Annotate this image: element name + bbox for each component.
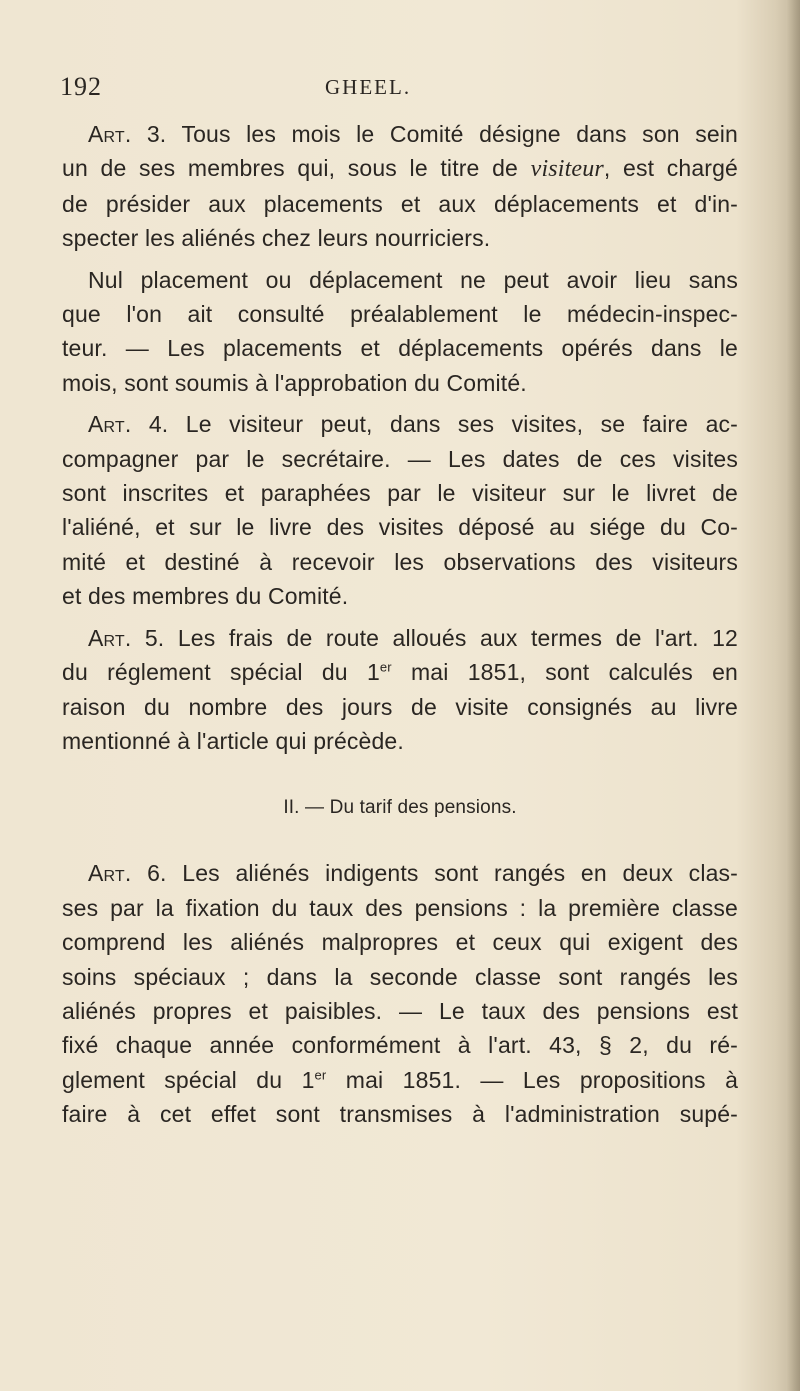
text-line: compagner par le secrétaire. — Les dates de ces visites <box>62 445 738 472</box>
text-line <box>62 621 738 655</box>
article-label: Art. 5. <box>88 624 165 651</box>
paragraph-nul-placement <box>62 263 738 401</box>
text-line: specter les aliénés chez leurs nourriciers. <box>62 225 491 252</box>
text-fragment: Les frais de route alloués aux termes de l'art. 12 <box>177 624 738 651</box>
superscript: er <box>379 659 392 675</box>
text-line: Nul placement ou déplacement ne peut avoir lieu sans <box>88 266 738 293</box>
article-6 <box>62 856 738 1131</box>
text-line <box>62 151 738 186</box>
text-line: l'aliéné, et sur le livre des visites déposé au siége du Co- <box>62 514 738 541</box>
text-line <box>62 856 738 890</box>
text-fragment: glement spécial du 1 <box>62 1066 315 1093</box>
article-5 <box>62 621 738 759</box>
text-fragment: du réglement spécial du 1 <box>62 659 380 686</box>
text-line: mois, sont soumis à l'approbation du Comité. <box>62 369 527 396</box>
text-line <box>62 407 738 441</box>
text-line: comprend les aliénés malpropres et ceux qui exigent des <box>62 929 738 956</box>
text-line: teur. — Les placements et déplacements opérés dans le <box>62 335 738 362</box>
running-head: GHEEL. <box>325 75 412 99</box>
text-line: faire à cet effet sont transmises à l'administration supé- <box>62 1101 738 1128</box>
text-line: ses par la fixation du taux des pensions : la première classe <box>62 894 738 921</box>
text-line: et des membres du Comité. <box>62 583 349 610</box>
text-fragment: Les aliénés indigents sont rangés en deux clas- <box>182 860 738 887</box>
text-line: fixé chaque année conformément à l'art. 43, § 2, du ré- <box>62 1032 738 1059</box>
text-line: de présider aux placements et aux déplacements et d'in- <box>62 190 738 217</box>
text-fragment: Tous les mois le Comité désigne dans son sein <box>181 121 739 147</box>
text-fragment: , est chargé <box>603 155 739 182</box>
text-line <box>62 117 738 151</box>
text-line: aliénés propres et paisibles. — Le taux des pensions est <box>62 997 738 1024</box>
page-number: 192 <box>60 72 102 101</box>
emphasis-visiteur: visiteur <box>530 156 604 183</box>
text-line: sont inscrites et paraphées par le visiteur sur le livret de <box>62 480 738 507</box>
article-label: Art. 6. <box>88 860 167 887</box>
text-line: raison du nombre des jours de visite consignés au livre <box>62 693 738 720</box>
text-line: soins spéciaux ; dans la seconde classe sont rangés les <box>62 963 738 990</box>
text-fragment: Le visiteur peut, dans ses visites, se faire ac- <box>185 411 738 438</box>
superscript: er <box>314 1067 327 1083</box>
text-line <box>62 1063 738 1097</box>
article-label: Art. 3. <box>88 121 167 147</box>
text-line: mité et destiné à recevoir les observations des visiteurs <box>62 548 738 575</box>
article-4 <box>62 407 738 613</box>
body-text <box>62 117 738 1139</box>
text-fragment: mai 1851, sont calculés en <box>391 659 738 686</box>
article-label: Art. 4. <box>88 411 169 438</box>
text-line: que l'on ait consulté préalablement le médecin-inspec- <box>62 301 738 328</box>
text-line: mentionné à l'article qui précède. <box>62 727 404 754</box>
page-edge-shadow <box>786 0 800 1391</box>
text-fragment: un de ses membres qui, sous le titre de <box>62 155 531 182</box>
page-header <box>0 72 800 102</box>
text-fragment: mai 1851. — Les propositions à <box>326 1066 739 1093</box>
article-3 <box>62 117 738 256</box>
text-line <box>62 655 738 689</box>
section-heading: II. — Du tarif des pensions. <box>283 797 517 819</box>
